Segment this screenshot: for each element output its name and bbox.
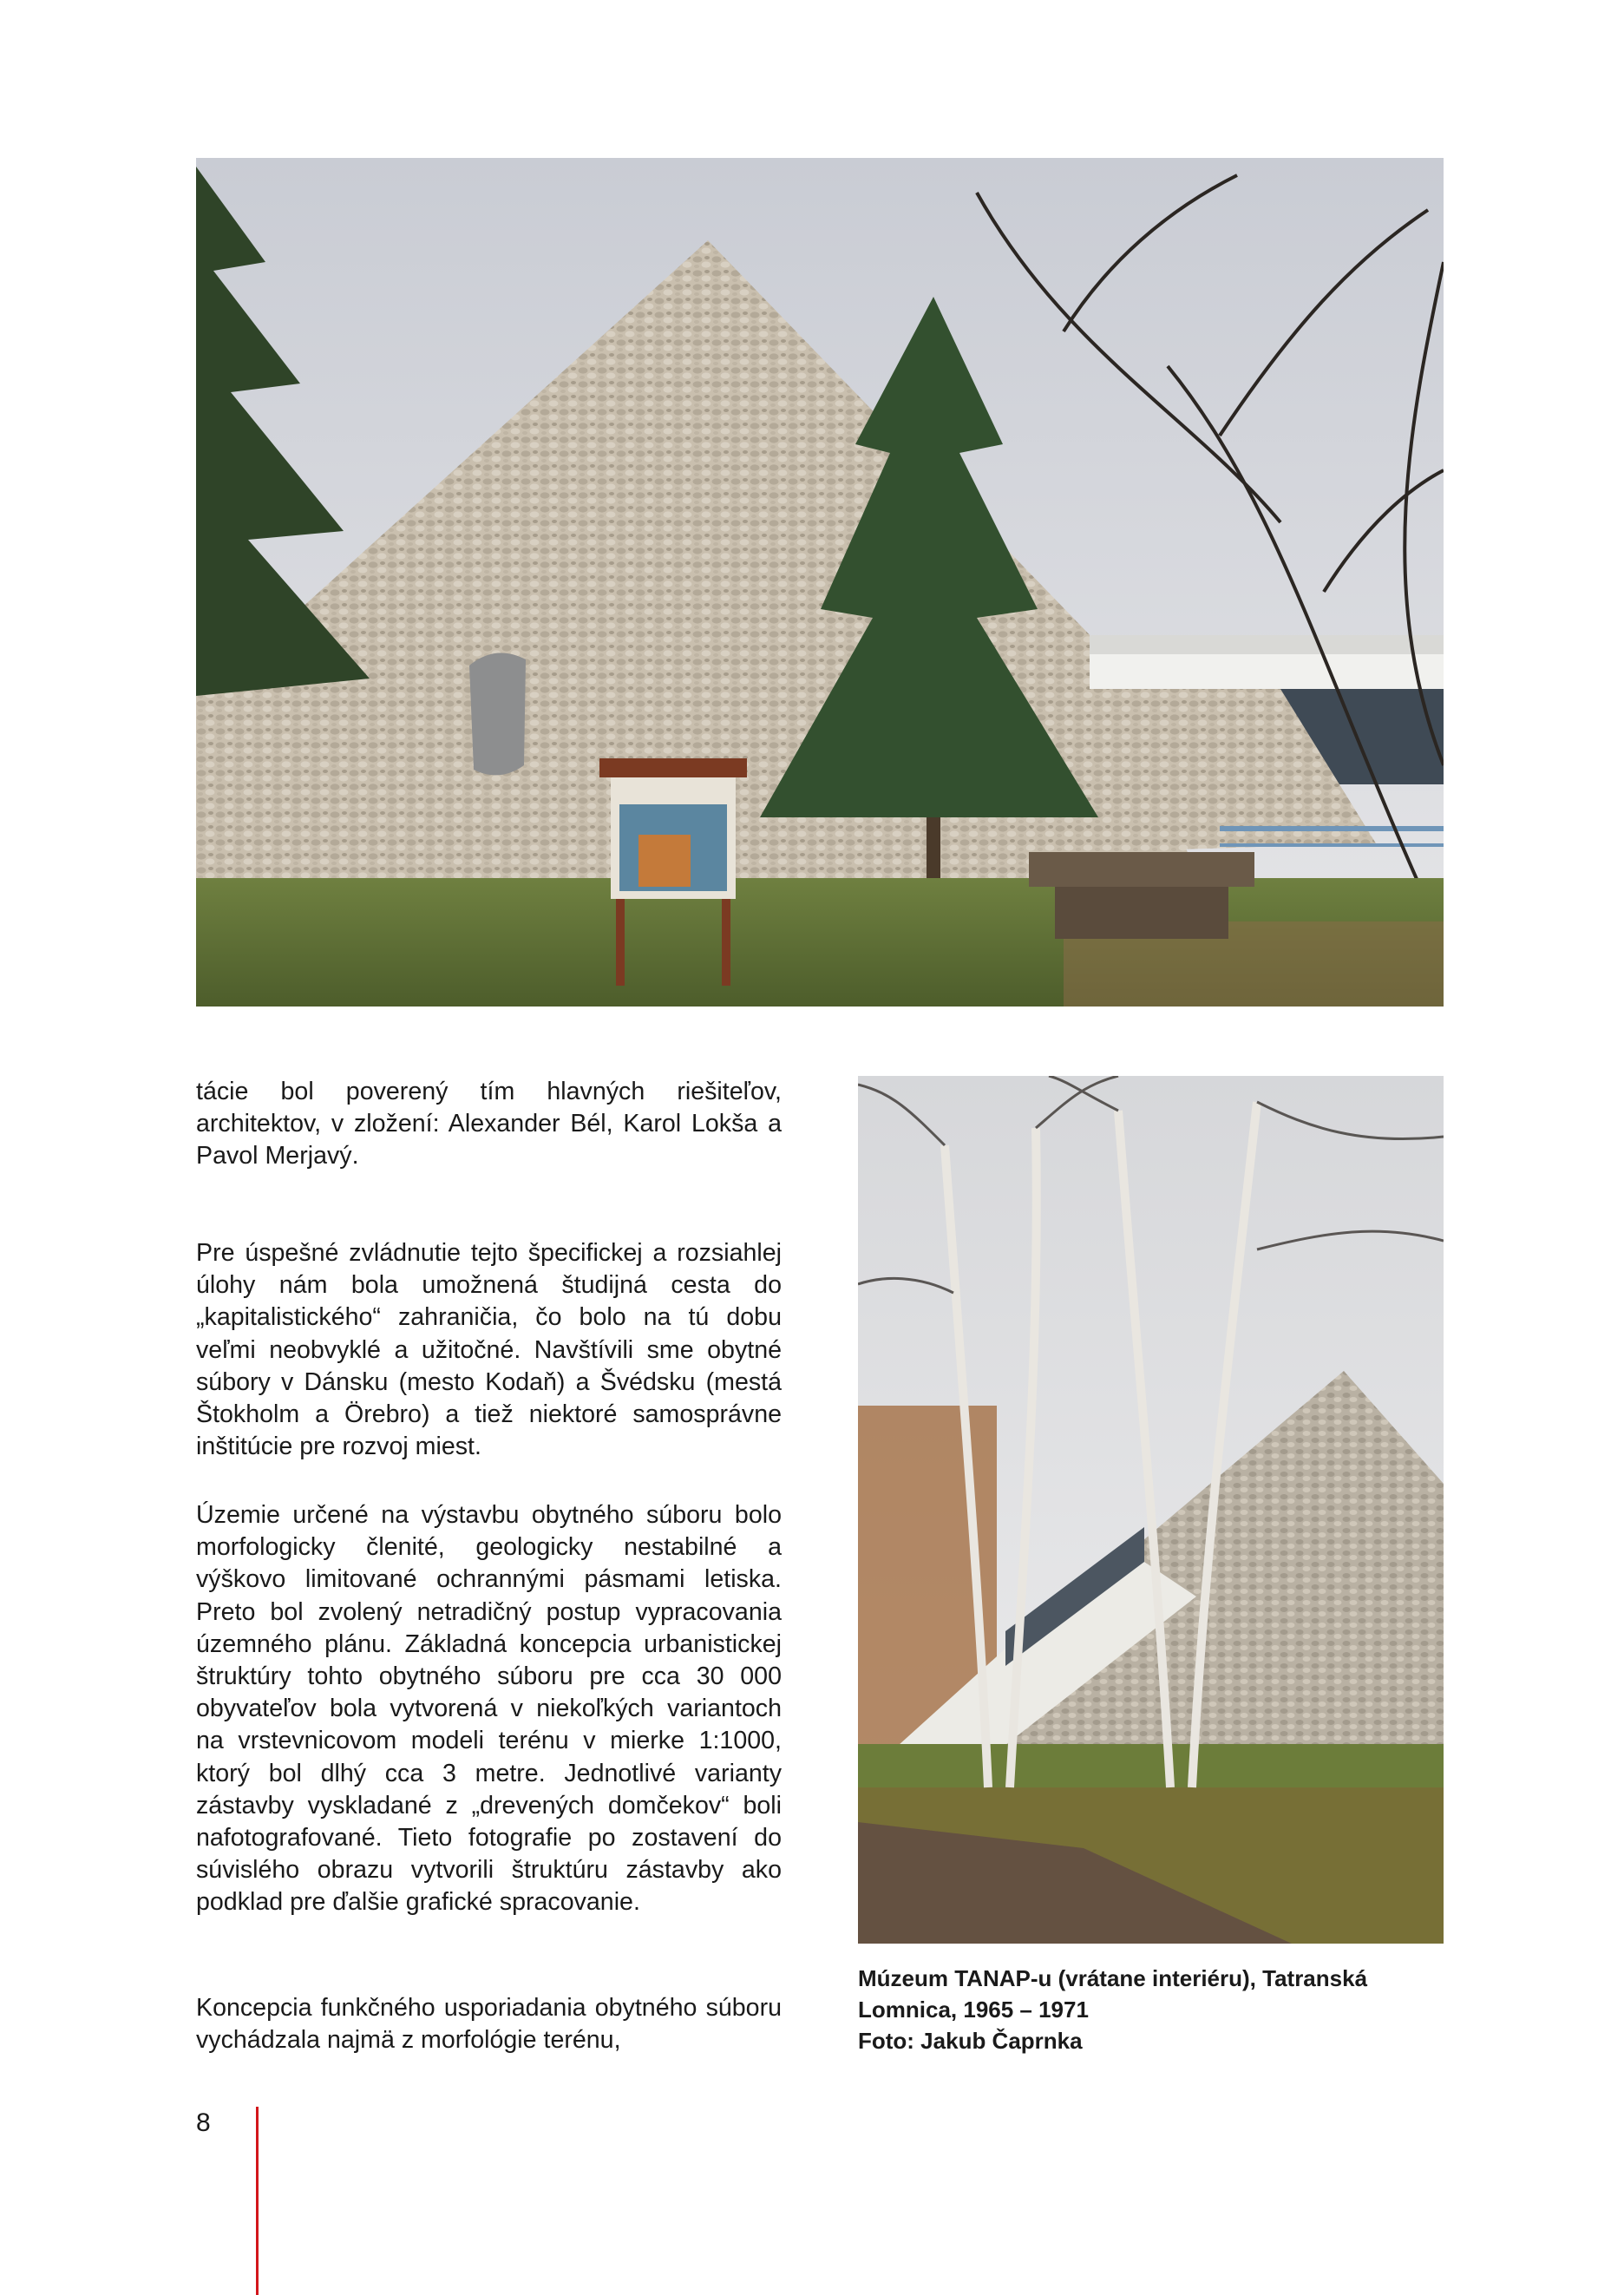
museum-photo-birches: [858, 1076, 1444, 1944]
accent-rule: [256, 2107, 259, 2295]
caption-line-1: Múzeum TANAP-u (vrátane interiéru), Tatranská: [858, 1965, 1368, 1991]
paragraph-3: Územie určené na výstavbu obytného súboru bolo morfologicky členité, geologicky nestabilné a výškovo limitované ochrannými pásmami letiska. Preto bol zvolený netradičný postup vypracovania územného plánu. Základná koncepcia urbanistickej štruktúry tohto obytného súboru pre cca 30 000 obyvateľov bola vytvorená v niekoľkých variantoch na vrstevnicovom modeli terénu v mierke 1:1000, ktorý bol dlhý cca 3 metre. Jednotlivé varianty zástavby vyskladané z „drevených domčekov“ boli nafotografované. Tieto fotografie po zostavení do súvislého obrazu vytvorili štruktúru zástavby ako podklad pre ďalšie grafické spracovanie.: [196, 1501, 782, 1917]
photo-caption: [858, 1963, 1444, 2056]
caption-line-3: Foto: Jakub Čaprnka: [858, 2028, 1083, 2054]
museum-photo-main: [196, 158, 1444, 1007]
caption-line-2: Lomnica, 1965 – 1971: [858, 1997, 1089, 2023]
page-number: 8: [196, 2108, 211, 2137]
paragraph-2: Pre úspešné zvládnutie tejto špecifickej a rozsiahlej úlohy nám bola umožnená študijná cesta do „kapitalistického“ zahraničia, čo bolo na tú dobu veľmi neobvyklé a užitočné. Navštívili sme obytné súbory v Dánsku (mesto Kodaň) a Švédsku (mestá Štokholm a Örebro) a tiež niektoré samosprávne inštitúcie pre rozvoj miest.: [196, 1239, 782, 1461]
paragraph-1: tácie bol poverený tím hlavných riešiteľov, architektov, v zložení: Alexander Bél, Karol Lokša a Pavol Merjavý.: [196, 1078, 782, 1170]
paragraph-4: Koncepcia funkčného usporiadania obytného súboru vychádzala najmä z morfológie terénu,: [196, 1994, 782, 2055]
